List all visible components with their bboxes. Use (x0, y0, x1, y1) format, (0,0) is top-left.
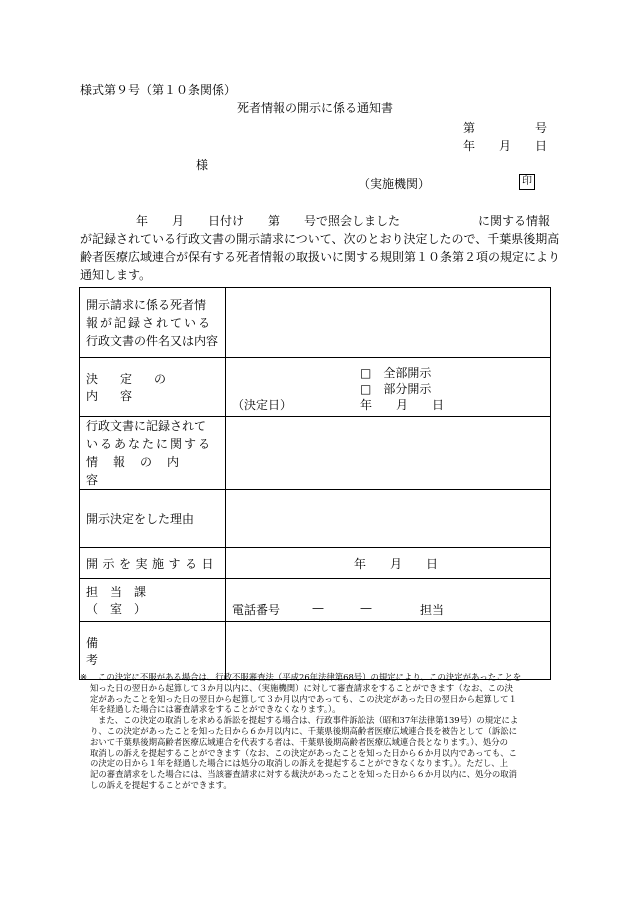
label-text: 決定の内容 (86, 372, 189, 403)
label-text: 備考 (86, 635, 197, 667)
document-number-suffix: 号 (535, 121, 548, 135)
decision-date-label: （決定日） (232, 398, 293, 412)
note-line: り、この決定があったことを知った日から６か月以内に、千葉県後期高齢者医療広域連合長を被告として（訴訟に (90, 725, 518, 736)
note-line: 取消しの訴えを提起することができます（なお、この決定があったことを知った日から６か月以内であっても、こ (90, 747, 517, 758)
note-line: おいて千葉県後期高齢者医療広域連合を代表する者は、千葉県後期高齢者医療広域連合長となります。）、処分の (90, 736, 509, 747)
decision-date: 年 月 日 (360, 398, 445, 412)
intro-line-4: 通知します。 (80, 268, 152, 282)
implementation-date: 年 月 日 (354, 557, 439, 571)
label-line: 行政文書の件名又は内容 (86, 333, 219, 348)
label-text: 担当課（室） (86, 585, 159, 616)
intro-line-1-b: に関する情報 (478, 214, 551, 228)
phone-label: 電話番号 (232, 603, 281, 617)
intro-line-1 (80, 212, 560, 230)
note-line: の決定の日から１年を経過した場合には処分の取消しの訴えを提起することができなくなります。）。ただし、上 (90, 758, 509, 769)
label-line: 情報の内容 (86, 455, 195, 487)
agency-label: （実施機関） (358, 177, 431, 191)
partial-disclosure-checkbox[interactable]: □ 部分開示 (360, 382, 432, 396)
note-line: 定があったことを知った日の翌日から起算して３か月以内であっても、この決定があった日の翌日から起算して１ (90, 693, 517, 704)
subject-value[interactable] (226, 288, 551, 358)
phone-dash: — (312, 601, 324, 615)
implementation-date-value (226, 548, 551, 579)
intro-line-2: が記録されている行政文書の開示請求について、次のとおり決定したので、千葉県後期高 (80, 232, 560, 246)
intro-line-1-a: 年 月 日付け 第 号で照会しました (136, 214, 401, 228)
subject-label (80, 288, 226, 358)
note-line: この決定に不服がある場合は、行政不服審査法（平成26年法律第68号）の規定により、この決定があったことを (98, 672, 522, 682)
table-row (80, 622, 551, 680)
label-line: 行政文書に記録されて (86, 419, 207, 433)
note-line: 知った日の翌日から起算して３か月以内に、（実施機関）に対して審査請求をすることができます（なお、この決 (90, 682, 513, 693)
table-row (80, 548, 551, 579)
label-text: 開示を実施する日 (86, 556, 219, 571)
phone-dash: — (360, 601, 372, 615)
contact-person-label: 担当 (420, 603, 445, 617)
note-line: 年を経過した場合には審査請求をすることができなくなります。）。 (90, 704, 341, 715)
label-text: 報が記録されている (86, 315, 213, 330)
department-value (226, 579, 551, 622)
intro-paragraph (80, 212, 560, 284)
note-line: また、この決定の取消しを求める訴訟を提起する場合は、行政事件訴訟法（昭和37年法律第139号）の規定によ (98, 715, 519, 726)
intro-line-3: 齢者医療広域連合が保有する死者情報の取扱いに関する規則第１０条第２項の規定により (80, 250, 561, 264)
label-text: 開示決定をした理由 (86, 512, 195, 526)
implementation-date-label (80, 548, 226, 579)
reason-value[interactable] (226, 490, 551, 548)
table-row (80, 579, 551, 622)
remarks-label (80, 622, 226, 680)
info-content-label (80, 417, 226, 490)
notification-table (79, 287, 551, 680)
document-number-label: 第 (463, 121, 476, 135)
decision-value (226, 358, 551, 417)
info-content-value[interactable] (226, 417, 551, 490)
full-disclosure-checkbox[interactable]: □ 全部開示 (360, 366, 432, 380)
table-row (80, 358, 551, 417)
department-label (80, 579, 226, 622)
note-line: 記の審査請求をした場合には、当該審査請求に対する裁決があったことを知った日から６か月以内に、処分の取消 (90, 769, 518, 780)
table-row (80, 417, 551, 490)
seal-mark: 印 (519, 174, 535, 190)
table-row (80, 288, 551, 358)
table-row (80, 490, 551, 548)
decision-label (80, 358, 226, 417)
note-line: しの訴えを提起することができます。 (90, 779, 232, 790)
label-line: いるあなたに関する (86, 437, 213, 451)
label-line (86, 314, 219, 332)
remarks-value[interactable] (226, 622, 551, 680)
decision-label-text (86, 370, 219, 404)
form-number: 様式第９号（第１０条関係） (80, 83, 237, 97)
document-title: 死者情報の開示に係る通知書 (236, 101, 393, 115)
addressee-suffix: 様 (196, 158, 209, 172)
issue-date: 年 月 日 (463, 139, 548, 153)
notes-mark: ※ (80, 672, 88, 682)
reason-label (80, 490, 226, 548)
notes-section (80, 672, 550, 791)
label-line: 開示請求に係る死者情 (86, 297, 207, 312)
